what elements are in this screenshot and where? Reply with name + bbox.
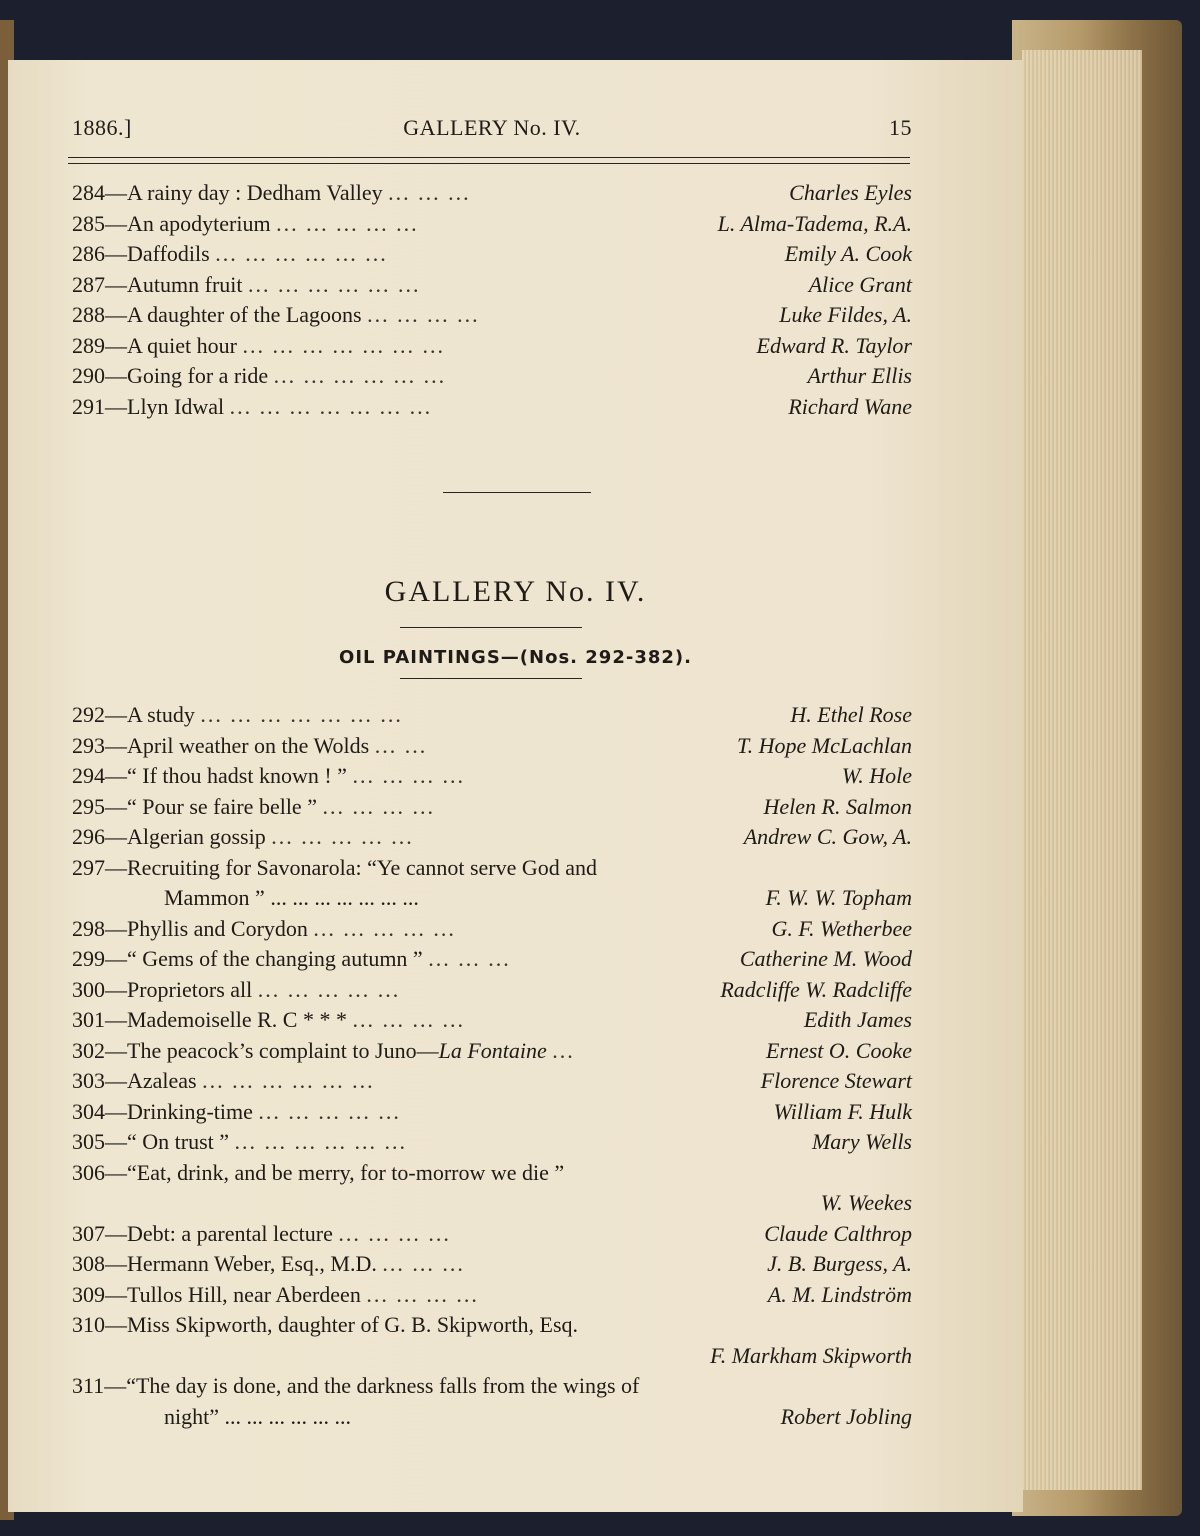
entry-title: A rainy day : Dedham Valley [127,180,383,205]
entry-artist: Radcliffe W. Radcliffe [720,976,912,1002]
heading-rule-top [400,627,582,628]
entry-title-line: 289—A quiet hour ... ... ... ... ... ... ... [72,332,445,358]
entry-artist: L. Alma-Tadema, R.A. [717,210,912,236]
catalogue-entry [72,975,912,1006]
leader-dots: ... ... ... ... ... [313,915,456,941]
entry-number: 289 [72,332,105,358]
leader-dots: ... ... ... ... [367,302,480,327]
entry-number: 284 [72,180,105,205]
entry-number: 309 [72,1281,105,1307]
entry-title-line: 300—Proprietors all ... ... ... ... ... [72,976,401,1002]
entry-artist: W. Hole [841,763,912,788]
entry-number: 296 [72,824,105,849]
entry-title: “ On trust ” [127,1129,230,1154]
entry-artist: Alice Grant [808,271,912,297]
catalogue-entry [72,300,912,331]
catalogue-entry [72,1036,912,1067]
entries-list-after [72,700,912,1432]
header-rule [68,157,910,164]
entries-list-before [72,178,912,422]
leader-dots: ... ... [374,732,428,758]
leader-dots: ... ... ... ... ... ... ... [200,702,403,727]
entry-title: Daffodils [127,241,210,266]
entry-number: 295 [72,793,105,819]
entry-artist: Arthur Ellis [807,363,912,388]
gallery-heading: GALLERY No. IV. [384,575,647,608]
entry-number: 288 [72,302,105,327]
entry-title: Autumn fruit [127,271,243,297]
catalogue-page [8,60,1023,1512]
catalogue-entry [72,239,912,270]
entry-title-line: 308—Hermann Weber, Esq., M.D. ... ... ... [72,1251,465,1276]
entry-title-line: 284—A rainy day : Dedham Valley ... ... ... [72,180,471,205]
entry-title: Hermann Weber, Esq., M.D. [127,1251,377,1276]
entry-number: 297 [72,854,105,880]
entry-number: 291 [72,393,105,419]
page-edges [1022,50,1142,1490]
leader-dots: ... ... ... ... ... ... [202,1068,375,1093]
entry-artist: G. F. Wetherbee [771,915,912,941]
entry-title-line: 311—“The day is done, and the darkness falls from the wings of [72,1373,640,1398]
leader-dots: ... ... ... ... ... [276,210,419,236]
entry-number: 301 [72,1007,105,1032]
entry-number: 294 [72,763,105,788]
entry-artist: Edward R. Taylor [756,332,912,358]
catalogue-entry [72,761,912,792]
entry-artist: Claude Calthrop [764,1220,912,1246]
leader-dots: ... ... ... ... ... ... [215,241,388,266]
entry-number: 290 [72,363,105,388]
entry-number: 286 [72,241,105,266]
entry-title-line: 306—“Eat, drink, and be merry, for to-morrow we die ” [72,1159,565,1185]
entry-artist: J. B. Burgess, A. [767,1251,912,1276]
leader-dots: ... ... ... ... ... ... [273,363,447,388]
running-head-title: GALLERY No. IV. [403,115,581,140]
entry-number: 285 [72,210,105,236]
catalogue-entry [72,792,912,823]
entry-title-line: 285—An apodyterium ... ... ... ... ... [72,210,419,236]
entry-title-line: 290—Going for a ride ... ... ... ... ... ... [72,363,447,388]
catalogue-entry [72,392,912,423]
entry-artist: Mary Wells [811,1129,912,1154]
leader-dots: ... [552,1037,575,1063]
entry-title: Tullos Hill, near Aberdeen [127,1281,361,1307]
entry-title-line: 305—“ On trust ” ... ... ... ... ... ... [72,1129,408,1154]
running-head-year: 1886.] [72,115,132,140]
entry-title: An apodyterium [127,210,271,236]
entry-title-line: 310—Miss Skipworth, daughter of G. B. Skipworth, Esq. [72,1312,578,1337]
leader-dots: ... ... ... ... [322,793,435,819]
entry-artist: Andrew C. Gow, A. [743,824,912,849]
entry-title-line: 287—Autumn fruit ... ... ... ... ... ... [72,271,421,297]
entry-title: Proprietors all [127,976,253,1002]
entry-number: 311 [72,1373,105,1398]
catalogue-entry [72,178,912,209]
entry-title: Drinking-time [127,1098,253,1124]
entry-number: 302 [72,1037,105,1063]
entry-number: 298 [72,915,105,941]
catalogue-entry [72,1005,912,1036]
entry-title: “Eat, drink, and be merry, for to-morrow we die ” [127,1159,565,1185]
leader-dots: ... ... ... ... [352,1007,465,1032]
entry-artist: Catherine M. Wood [739,946,912,971]
entry-title-line: 307—Debt: a parental lecture ... ... ... ... [72,1220,451,1246]
entry-title-italic: La Fontaine [438,1037,547,1063]
entry-artist: T. Hope McLachlan [737,732,912,758]
catalogue-entry [72,1158,912,1219]
catalogue-entry [72,1280,912,1311]
entry-title-line: 291—Llyn Idwal ... ... ... ... ... ... ... [72,393,433,419]
entry-title: Algerian gossip [127,824,266,849]
entry-title: Recruiting for Savonarola: “Ye cannot serve God and [127,854,598,880]
entry-artist: Ernest O. Cooke [765,1037,912,1063]
entry-title: Phyllis and Corydon [127,915,308,941]
entry-title: “ If thou hadst known ! ” [127,763,347,788]
entry-number: 292 [72,702,105,727]
running-head [72,115,912,145]
leader-dots: ... ... ... ... ... ... ... [242,332,445,358]
entry-title-line: 309—Tullos Hill, near Aberdeen ... ... ... ... [72,1281,479,1307]
entry-number: 299 [72,946,105,971]
entry-title-line: 286—Daffodils ... ... ... ... ... ... [72,241,388,266]
entry-number: 300 [72,976,105,1002]
entry-title-line: 303—Azaleas ... ... ... ... ... ... [72,1068,375,1093]
entry-title-line: 299—“ Gems of the changing autumn ” ... ... ... [72,946,511,971]
entry-artist: Luke Fildes, A. [779,302,912,327]
entry-number: 306 [72,1159,105,1185]
entry-title-line: 304—Drinking-time ... ... ... ... ... [72,1098,401,1124]
catalogue-entry [72,944,912,975]
leader-dots: ... ... ... [382,1251,465,1276]
entry-title-line: 288—A daughter of the Lagoons ... ... ... ... [72,302,480,327]
entry-title-continuation: Mammon ” ... ... ... ... ... ... ... [164,885,419,910]
catalogue-entry [72,1066,912,1097]
entry-title: The peacock’s complaint to Juno— [127,1037,439,1063]
entry-title-line: 292—A study ... ... ... ... ... ... ... [72,702,403,727]
entry-number: 293 [72,732,105,758]
entry-title-line: 295—“ Pour se faire belle ” ... ... ... ... [72,793,435,819]
entry-title-line: 293—April weather on the Wolds ... ... [72,732,428,758]
entry-artist: Emily A. Cook [784,241,912,266]
book-binding [1012,20,1182,1516]
leader-dots: ... ... ... ... [352,763,465,788]
leader-dots: ... ... ... ... ... [271,824,414,849]
entry-title-line: 294—“ If thou hadst known ! ” ... ... ... ... [72,763,465,788]
leader-dots: ... ... ... ... ... [257,976,401,1002]
entry-title: A quiet hour [127,332,237,358]
entry-title: Llyn Idwal [127,393,225,419]
entry-artist: A. M. Lindström [767,1281,912,1307]
entry-number: 307 [72,1220,105,1246]
entry-title: Azaleas [127,1068,197,1093]
entry-artist: Charles Eyles [789,180,912,205]
catalogue-entry [72,1097,912,1128]
entry-artist: Edith James [803,1007,912,1032]
entry-artist: Helen R. Salmon [763,793,912,819]
leader-dots: ... ... ... ... ... ... [234,1129,408,1154]
entry-title: A study [127,702,195,727]
catalogue-entry [72,1249,912,1280]
leader-dots: ... ... ... ... ... ... ... [229,393,433,419]
section-heading: OIL PAINTINGS—(Nos. 292-382). [339,647,692,668]
catalogue-entry [72,822,912,853]
page-number: 15 [889,115,912,140]
entry-title: “The day is done, and the darkness falls from the wings of [126,1373,640,1398]
entry-title: Mademoiselle R. C * * * [127,1007,347,1032]
catalogue-entry [72,914,912,945]
entry-title-line: 298—Phyllis and Corydon ... ... ... ... ... [72,915,456,941]
entry-title: April weather on the Wolds [127,732,370,758]
catalogue-entry [72,1310,912,1371]
catalogue-entry [72,209,912,240]
catalogue-entry [72,731,912,762]
entry-title-line: 296—Algerian gossip ... ... ... ... ... [72,824,414,849]
entry-artist: Robert Jobling [780,1403,912,1429]
entry-artist: H. Ethel Rose [790,702,912,727]
entry-number: 304 [72,1098,105,1124]
catalogue-entry [72,331,912,362]
catalogue-entry [72,1127,912,1158]
entry-title: Miss Skipworth, daughter of G. B. Skipworth, Esq. [127,1312,578,1337]
catalogue-entry [72,1371,912,1432]
leader-dots: ... ... ... [428,946,511,971]
entry-title-line: 297—Recruiting for Savonarola: “Ye cannot serve God and [72,854,598,880]
entry-artist: Richard Wane [788,393,912,419]
entry-artist: William F. Hulk [773,1098,912,1124]
heading-rule-bottom [400,678,582,679]
leader-dots: ... ... ... ... [338,1220,451,1246]
entry-title: A daughter of the Lagoons [127,302,362,327]
entry-title: “ Pour se faire belle ” [127,793,317,819]
entry-title: Debt: a parental lecture [127,1220,333,1246]
entry-title-line: 302—The peacock’s complaint to Juno—La Fontaine ... [72,1037,575,1063]
leader-dots: ... ... ... ... ... ... [248,271,421,297]
divider-rule [443,492,591,493]
entry-title: “ Gems of the changing autumn ” [127,946,423,971]
entry-title-continuation: night” ... ... ... ... ... ... [164,1403,351,1429]
entry-artist: W. Weekes [820,1190,912,1215]
entry-artist: F. W. W. Topham [765,885,912,910]
entry-number: 287 [72,271,105,297]
entry-number: 310 [72,1312,105,1337]
entry-title-line: 301—Mademoiselle R. C * * * ... ... ... ... [72,1007,465,1032]
leader-dots: ... ... ... [388,180,471,205]
entry-number: 303 [72,1068,105,1093]
entry-artist: F. Markham Skipworth [710,1342,912,1368]
leader-dots: ... ... ... ... [366,1281,479,1307]
catalogue-entry [72,1219,912,1250]
catalogue-entry [72,270,912,301]
entry-artist: Florence Stewart [760,1068,912,1093]
catalogue-entry [72,853,912,914]
entry-number: 305 [72,1129,105,1154]
catalogue-entry [72,700,912,731]
entry-title: Going for a ride [127,363,269,388]
leader-dots: ... ... ... ... ... [258,1098,401,1124]
entry-number: 308 [72,1251,105,1276]
catalogue-entry [72,361,912,392]
